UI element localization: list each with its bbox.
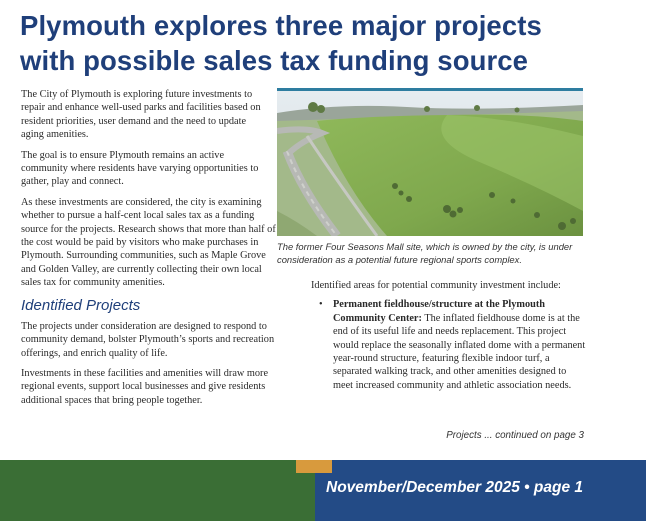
headline bbox=[20, 8, 630, 78]
photo-caption: The former Four Seasons Mall site, which is owned by the city, is under consideration as a potential future regional sports complex. bbox=[277, 241, 573, 265]
footer-issue-page: November/December 2025 • page 1 bbox=[326, 479, 583, 496]
subheading-identified-projects: Identified Projects bbox=[21, 296, 141, 314]
investment-intro: Identified areas for potential community investment include: bbox=[311, 280, 561, 291]
footer-green-band bbox=[0, 460, 315, 521]
list-item-text: The inflated fieldhouse dome is at the end of its useful life and needs replacement. This project would replace the seasonally inflated dome with a permanent year-round structure, featuring flexible indoor turf, a separated walking track, and other amenities designed to meet increased community and athletic association needs. bbox=[333, 312, 586, 391]
paragraph-projects: The projects under consideration are designed to respond to community demand, bolster Plymouth’s sports and recreation offerings, and enrich quality of life. bbox=[21, 320, 275, 359]
aerial-photo-illustration bbox=[277, 91, 583, 236]
headline-line-1: Plymouth explores three major projects bbox=[20, 10, 542, 41]
paragraph-intro: The City of Plymouth is exploring future investments to repair and enhance well-used parks and facilities based on resident priorities, user demand and the need to update aging amenities. bbox=[21, 89, 261, 141]
footer-accent-tab bbox=[296, 460, 332, 473]
paragraph-sales-tax: As these investments are considered, the city is examining whether to pursue a half-cent local sales tax as a funding source for the projects. Research shows that more than half of the cost would be paid by visitors who make purchases in Plymouth. Surrounding communities, such as Maple Grove and Golden Valley, are currently collecting their own local sales tax for community amenities. bbox=[21, 196, 276, 289]
right-column bbox=[305, 279, 587, 392]
aerial-photo bbox=[277, 88, 583, 236]
left-column bbox=[21, 88, 276, 414]
list-item-title: Permanent fieldhouse/structure at the Plymouth Community Center: bbox=[333, 299, 546, 324]
paragraph-goal: The goal is to ensure Plymouth remains an active community where residents have varying opportunities to gather, play and connect. bbox=[21, 149, 259, 188]
list-item-fieldhouse bbox=[305, 298, 587, 392]
headline-line-2: with possible sales tax funding source bbox=[20, 45, 529, 76]
continued-note: Projects ... continued on page 3 bbox=[446, 430, 584, 441]
bullet-icon: • bbox=[319, 299, 323, 311]
paragraph-investments: Investments in these facilities and amenities will draw more regional events, support local businesses and give residents additional spaces that bring people together. bbox=[21, 367, 269, 406]
